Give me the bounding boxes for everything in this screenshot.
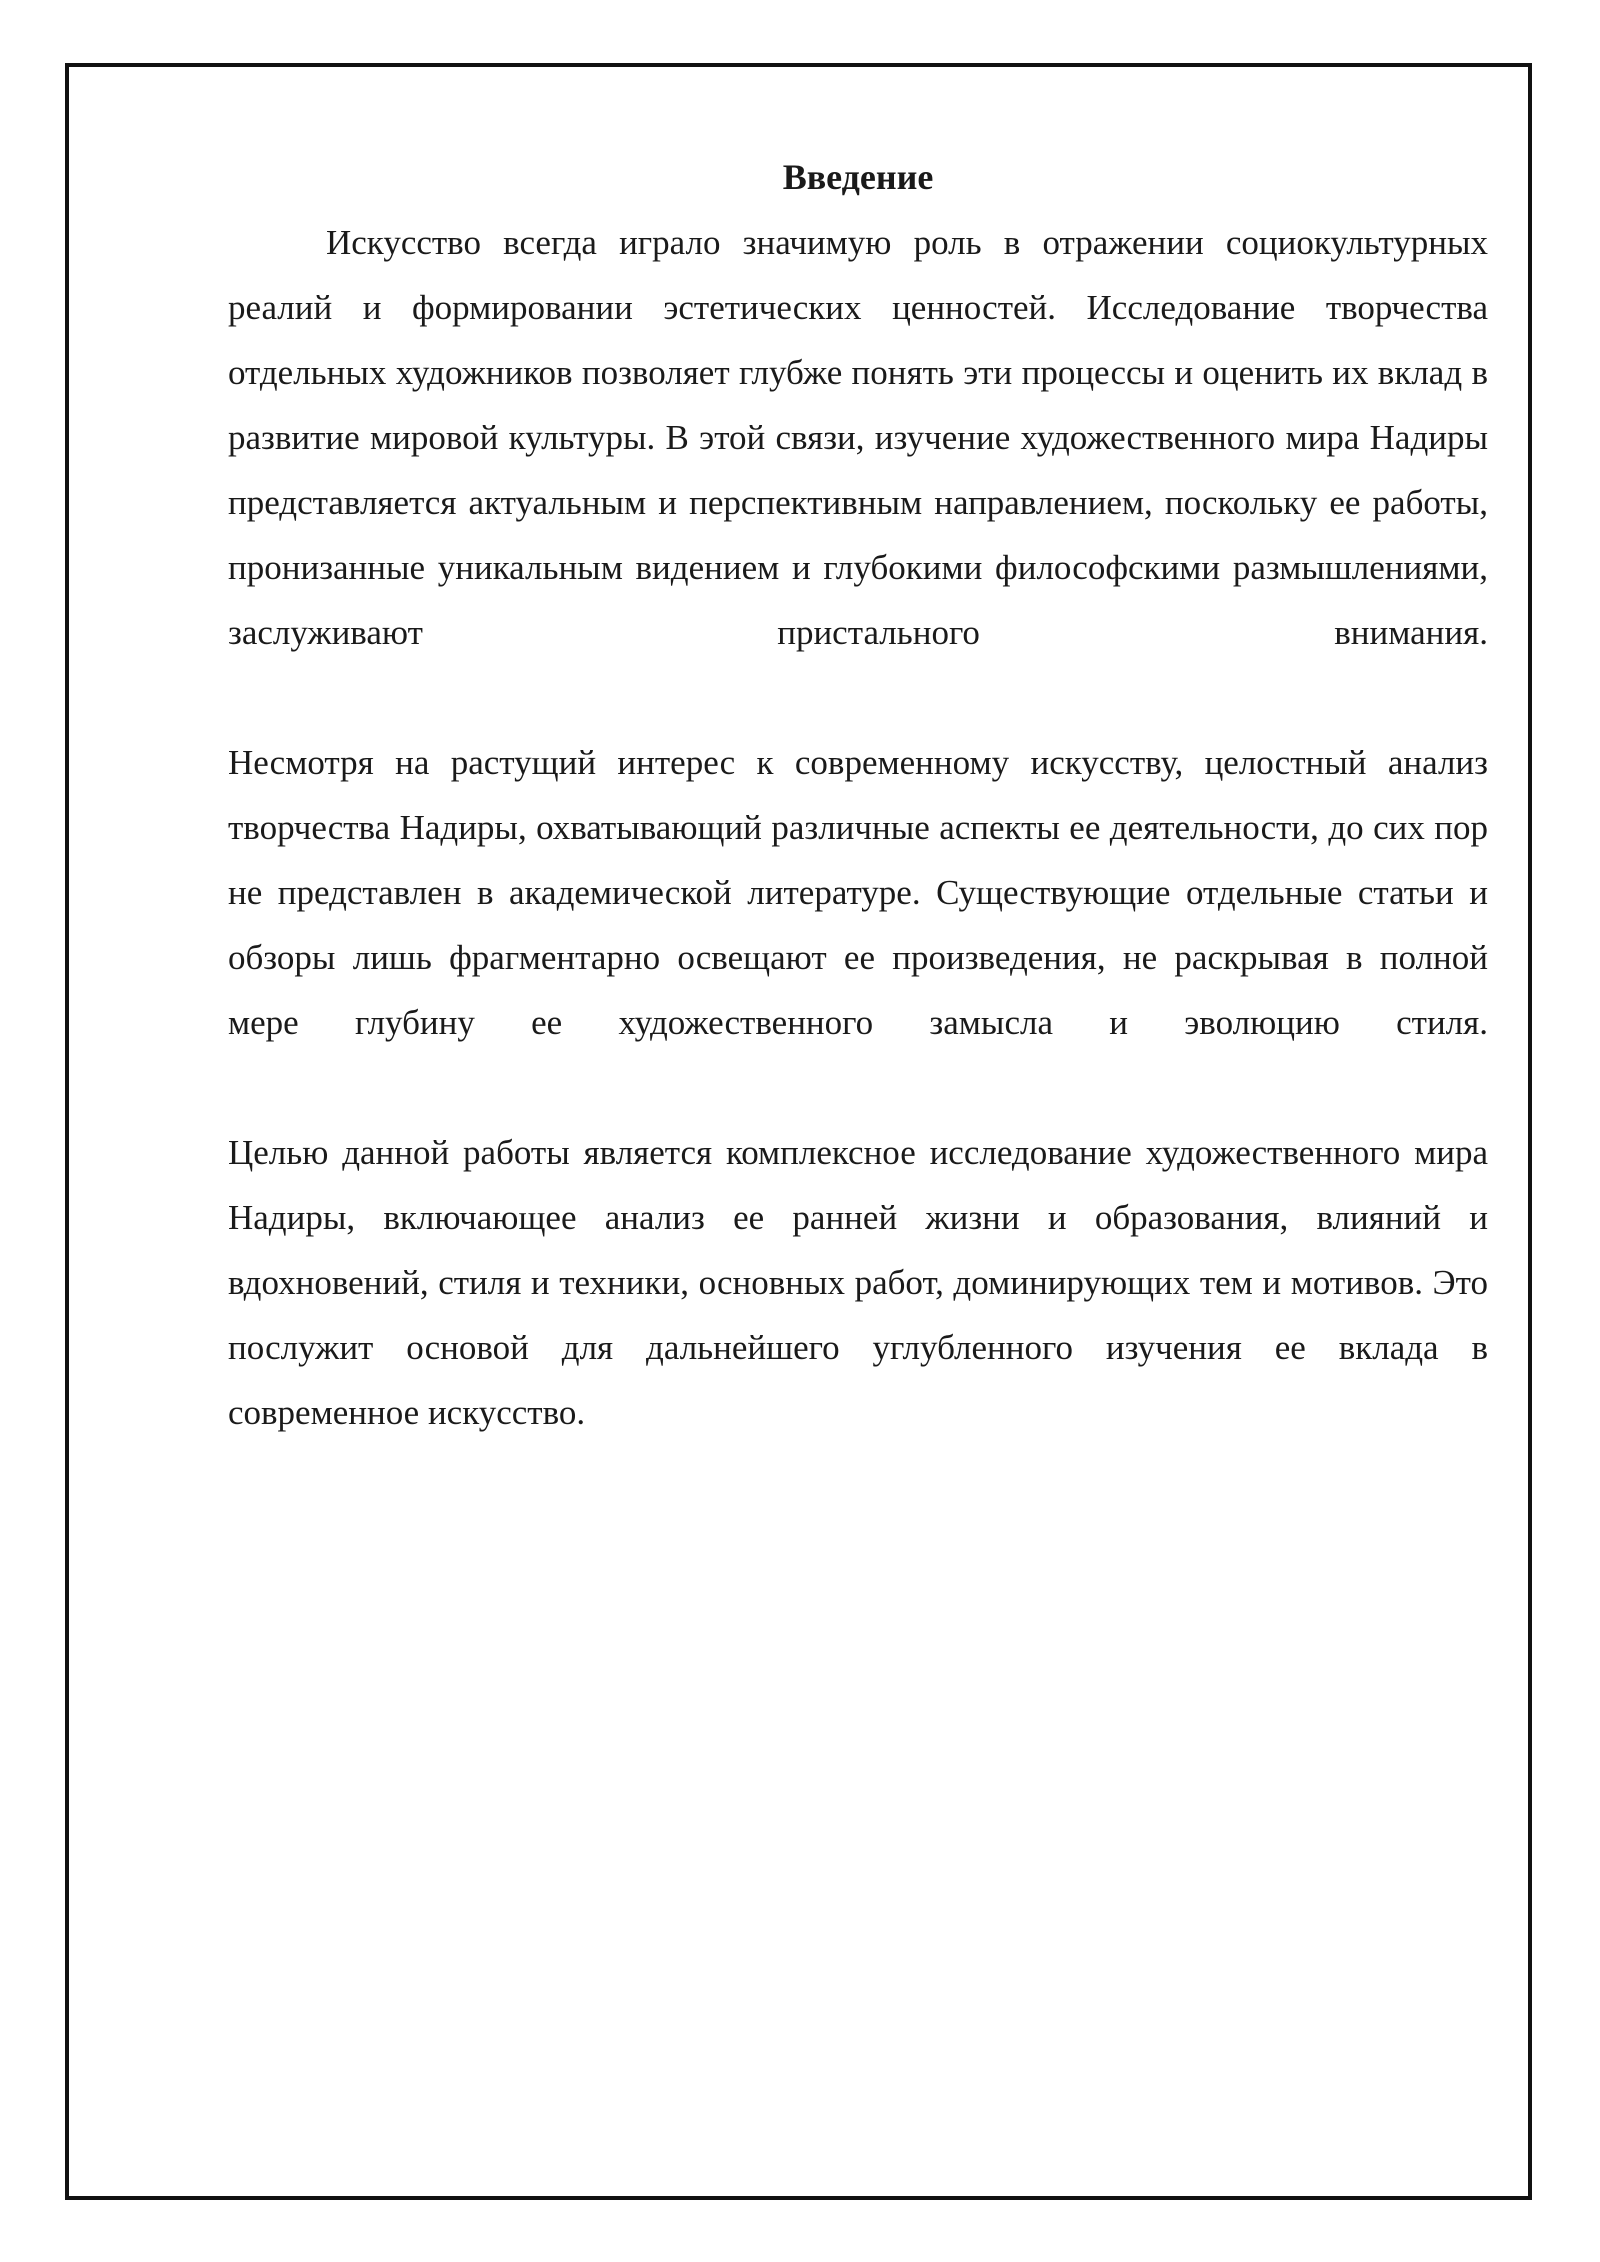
document-body	[228, 145, 1488, 1445]
paragraph-intro: Искусство всегда играло значимую роль в отражении социокультурных реалий и формировании эстетических ценностей. Исследование творчества отдельных художников позволяет глубже понять эти процессы и оценить их вклад в развитие мировой культуры. В этой связи, изучение художественного мира Надиры представляется актуальным и перспективным направлением, поскольку ее работы, пронизанные уникальным видением и глубокими философскими размышлениями, заслуживают пристального внимания.	[228, 223, 1488, 652]
paragraph-spacer	[228, 1055, 1488, 1120]
document-title: Введение	[782, 157, 934, 197]
paragraph-spacer	[228, 665, 1488, 730]
paragraph-goal: Целью данной работы является комплексное исследование художественного мира Надиры, включающее анализ ее ранней жизни и образования, влияний и вдохновений, стиля и техники, основных работ, доминирующих тем и мотивов. Это послужит основой для дальнейшего углубленного изучения ее вклада в современное искусство.	[228, 1133, 1488, 1432]
paragraph-problem: Несмотря на растущий интерес к современному искусству, целостный анализ творчества Надиры, охватывающий различные аспекты ее деятельности, до сих пор не представлен в академической литературе. Существующие отдельные статьи и обзоры лишь фрагментарно освещают ее произведения, не раскрывая в полной мере глубину ее художественного замысла и эволюцию стиля.	[228, 743, 1488, 1042]
